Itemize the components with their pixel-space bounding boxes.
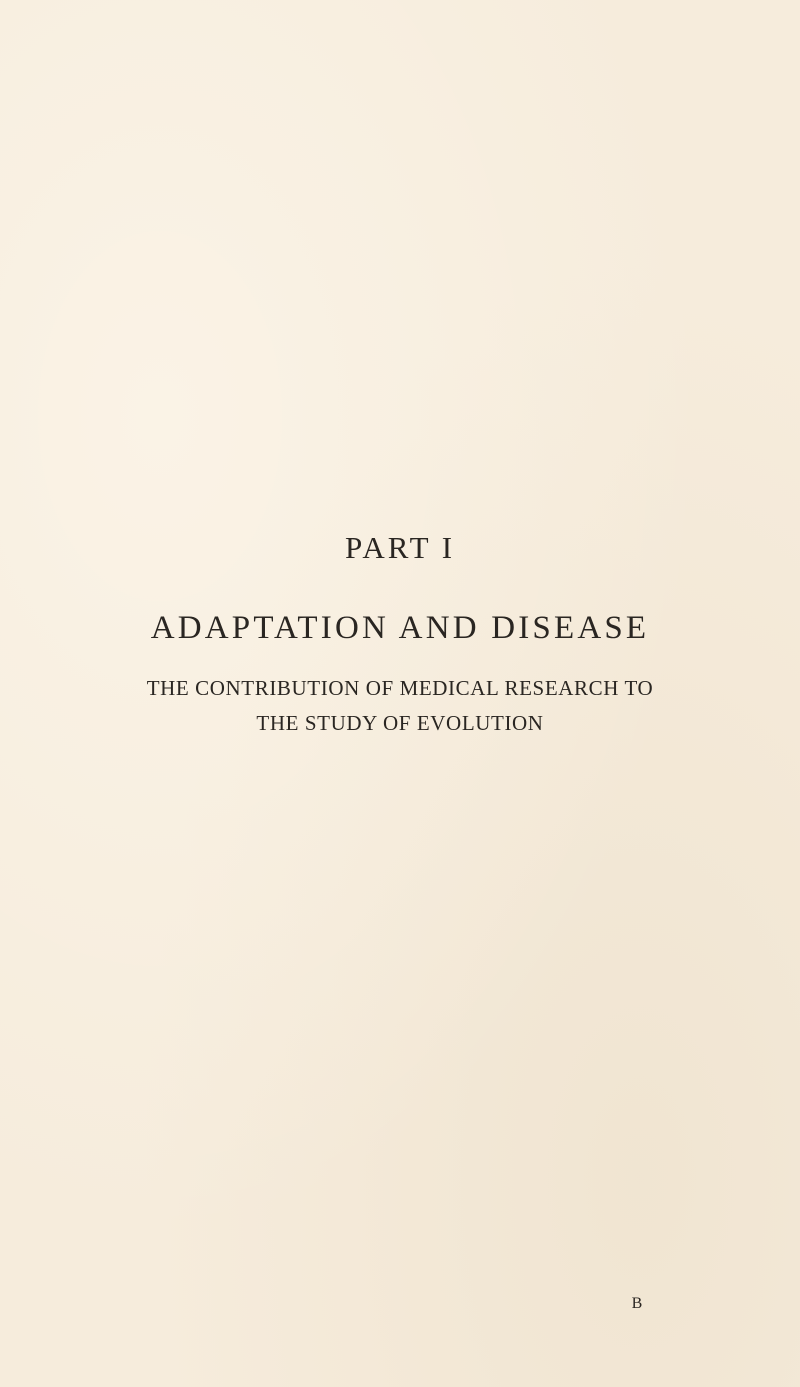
signature-mark: B: [631, 1295, 643, 1312]
page-title: ADAPTATION AND DISEASE: [150, 610, 650, 646]
subtitle-line-2: THE STUDY OF EVOLUTION: [256, 711, 544, 735]
part-heading: PART I: [344, 530, 456, 565]
subtitle-line-1: THE CONTRIBUTION OF MEDICAL RESEARCH TO: [146, 676, 654, 700]
